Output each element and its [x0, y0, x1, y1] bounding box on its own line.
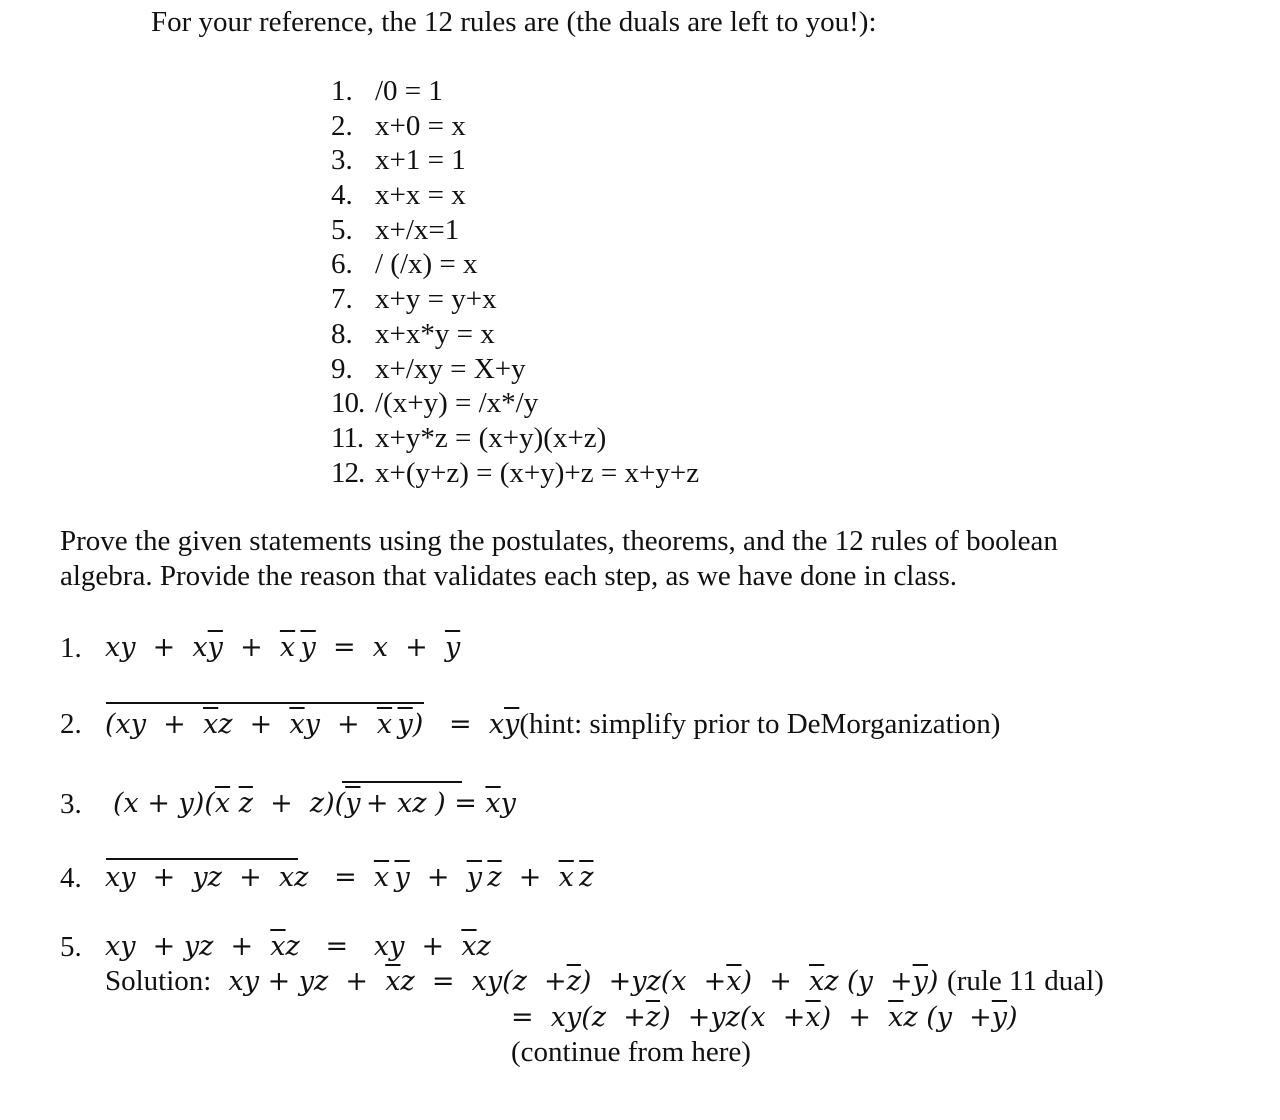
instructions — [60, 524, 1058, 594]
problem-5-equation: xy + yz + $\overline{x}z$ = xy + $\overline{x}z$ — [105, 931, 491, 962]
rule-text: x+(y+z) = (x+y)+z = x+y+z — [375, 456, 700, 489]
rule-text: x+/x=1 — [375, 213, 460, 246]
problem-5-number: 5. — [60, 931, 82, 963]
rule-text: x+x*y = x — [375, 317, 495, 350]
problem-3-equation: $(x + y)(\overline{x}$ $\overline{z} + z)(\overline{y}$ + xz ) = $\overline{x}y$ — [113, 788, 516, 819]
solution-line-2: = $xy(z +\overline{z}) +yz(x +\overline{x}) + \overline{x}z$ $(y +\overline{y})$ — [511, 1002, 1018, 1033]
rule-number: 11. — [331, 421, 364, 454]
problem-2-overbar — [106, 702, 424, 704]
problem-4-equation: xy + yz + xz = $\overline{x}$ $\overline{y} + \overline{y}$ $\overline{z} + \overline{x}$ $\overline{z}$ — [105, 862, 594, 893]
instructions-line-1: Prove the given statements using the postulates, theorems, and the 12 rules of boolean — [60, 525, 1058, 557]
problem-3-overbar — [342, 781, 462, 783]
rule-number: 9. — [331, 352, 353, 385]
rule-item — [331, 421, 699, 456]
rule-item — [331, 247, 699, 282]
rule-text: x+/xy = X+y — [375, 352, 526, 385]
solution-label: Solution: — [105, 965, 212, 997]
solution-line-1: Solution: xy + yz + $\overline{x}z = xy(z +\overline{z}) +yz(x +\overline{x}) + \overline{x}z$ $(y +\overline{y})$ (rule 11 dual) — [105, 965, 1104, 997]
rule-text: x+0 = x — [375, 109, 466, 142]
rule-number: 4. — [331, 179, 353, 212]
instructions-line-2: algebra. Provide the reason that validates each step, as we have done in class. — [60, 560, 958, 592]
rule-number: 5. — [331, 213, 353, 246]
rule-number: 6. — [331, 248, 353, 281]
problem-4-number: 4. — [60, 862, 82, 894]
rule-item — [331, 456, 699, 491]
rule-item — [331, 282, 699, 317]
rule-number: 12. — [331, 456, 365, 489]
rule-number: 10. — [331, 387, 365, 420]
rule-text: /0 = 1 — [375, 75, 443, 107]
rule-text: x+1 = 1 — [375, 144, 466, 177]
rule-item — [331, 109, 699, 144]
rule-text: /(x+y) = /x*/y — [375, 387, 539, 420]
rule-text: / (/x) = x — [375, 248, 478, 281]
rules-list — [331, 74, 699, 490]
rule-item — [331, 352, 699, 387]
problem-3-number: 3. — [60, 788, 82, 820]
rule-text: x+y = y+x — [375, 283, 497, 316]
rule-text: x+y*z = (x+y)(x+z) — [375, 421, 607, 454]
rule-item — [331, 386, 699, 421]
rule-item — [331, 74, 699, 109]
intro-text: For your reference, the 12 rules are (the duals are left to you!): — [151, 6, 877, 38]
rule-number: 1. — [331, 75, 353, 107]
rule-number: 3. — [331, 144, 353, 177]
problem-1-number: 1. — [60, 632, 82, 664]
rule-item — [331, 317, 699, 352]
rule-number: 7. — [331, 283, 353, 316]
problem-2-number: 2. — [60, 708, 82, 740]
rule-text: x+x = x — [375, 179, 466, 212]
rule-number: 8. — [331, 317, 353, 350]
rule-11-dual-note: (rule 11 dual) — [947, 965, 1104, 997]
rule-item — [331, 143, 699, 178]
rule-item — [331, 178, 699, 213]
continue-note: (continue from here) — [511, 1036, 751, 1068]
rule-item — [331, 213, 699, 248]
rule-number: 2. — [331, 109, 353, 142]
problem-1-equation: xy + $x\overline{y} + \overline{x}$ $\overline{y} = x + \overline{y}$ — [105, 632, 461, 663]
problem-2-hint: (hint: simplify prior to DeMorganization) — [519, 708, 1001, 740]
problem-2-equation: ($xy + \overline{x}z + \overline{x}y + \overline{x}$ $\overline{y}$) = $x\overline{y}(hint$: simplify prior to DeMorganization) — [105, 708, 1001, 740]
